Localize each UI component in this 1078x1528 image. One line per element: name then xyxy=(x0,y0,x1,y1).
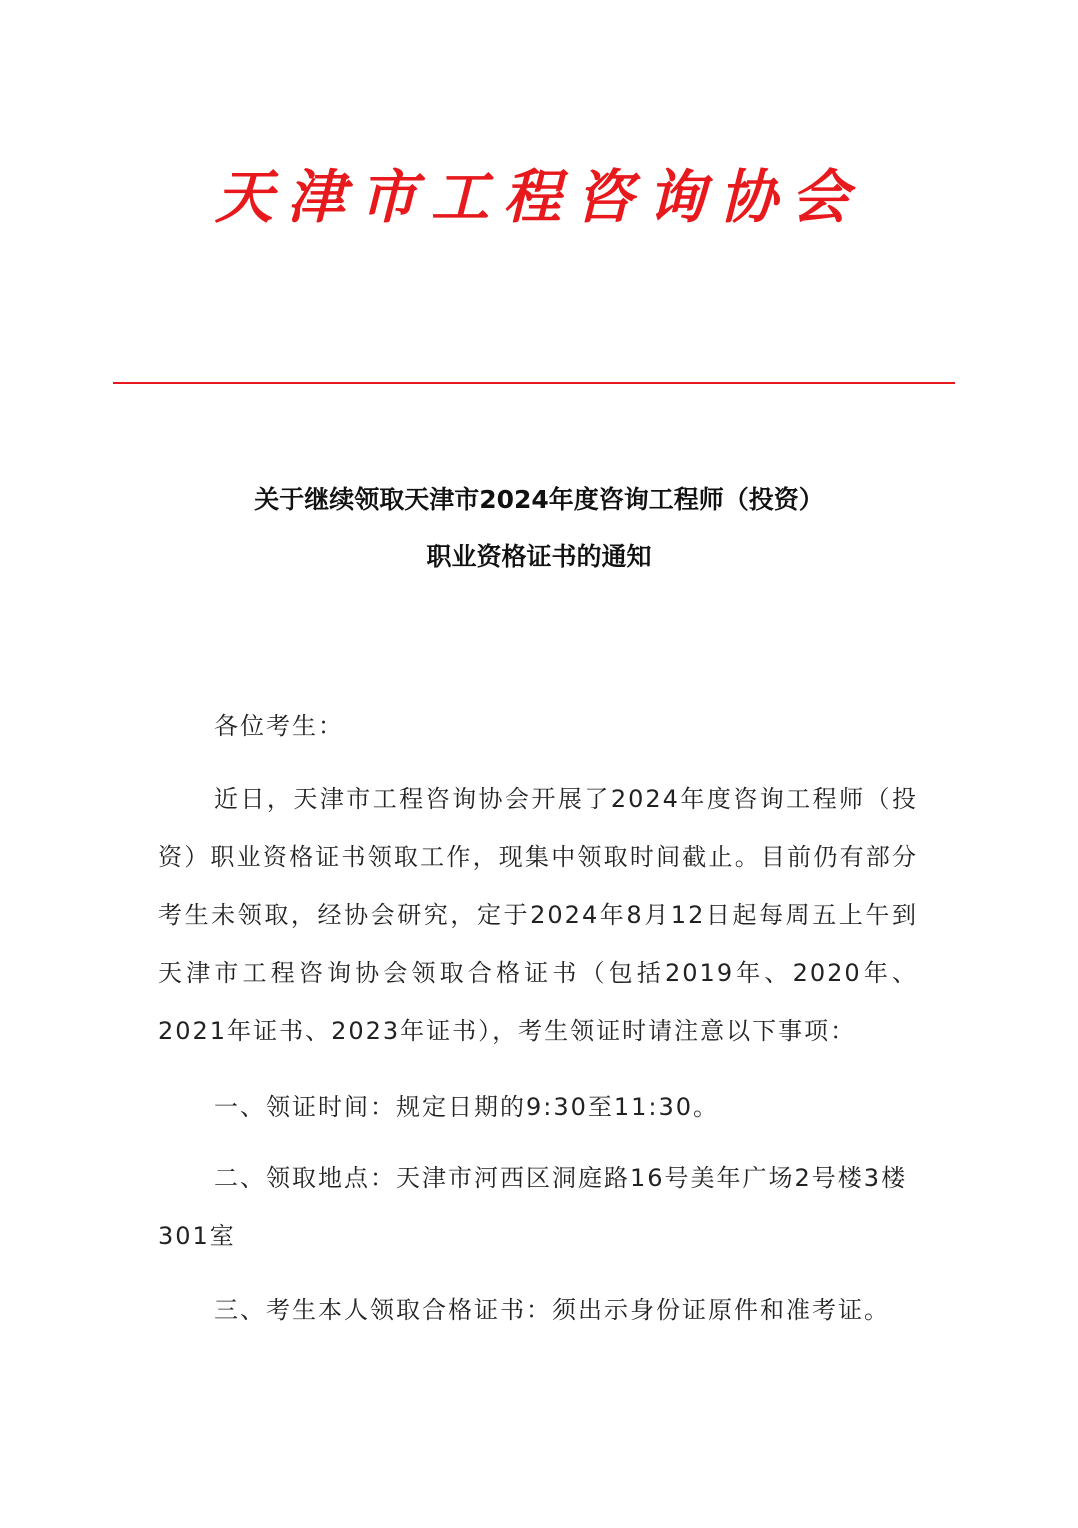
notice-item-collection-location: 二、领取地点：天津市河西区洞庭路16号美年广场2号楼3楼301室 xyxy=(158,1164,908,1250)
notice-item-collection-time: 一、领证时间：规定日期的9:30至11:30。 xyxy=(214,1093,720,1121)
document-title-line-1: 关于继续领取天津市2024年度咨询工程师（投资） xyxy=(254,485,824,514)
letterhead-organization-name: 天津市工程咨询协会 xyxy=(214,163,863,231)
letterhead-divider xyxy=(113,382,955,384)
salutation: 各位考生： xyxy=(214,712,344,740)
intro-paragraph: 近日，天津市工程咨询协会开展了2024年度咨询工程师（投资）职业资格证书领取工作，现集中领取时间截止。目前仍有部分考生未领取，经协会研究，定于2024年8月12日起每周五上午到天津市工程咨询协会领取合格证书（包括2019年、2020年、2021年证书、2023年证书），考生领证时请注意以下事项： xyxy=(158,785,918,1045)
notice-item-identity-requirement: 三、考生本人领取合格证书：须出示身份证原件和准考证。 xyxy=(214,1296,890,1324)
document-title-line-2: 职业资格证书的通知 xyxy=(426,542,652,571)
